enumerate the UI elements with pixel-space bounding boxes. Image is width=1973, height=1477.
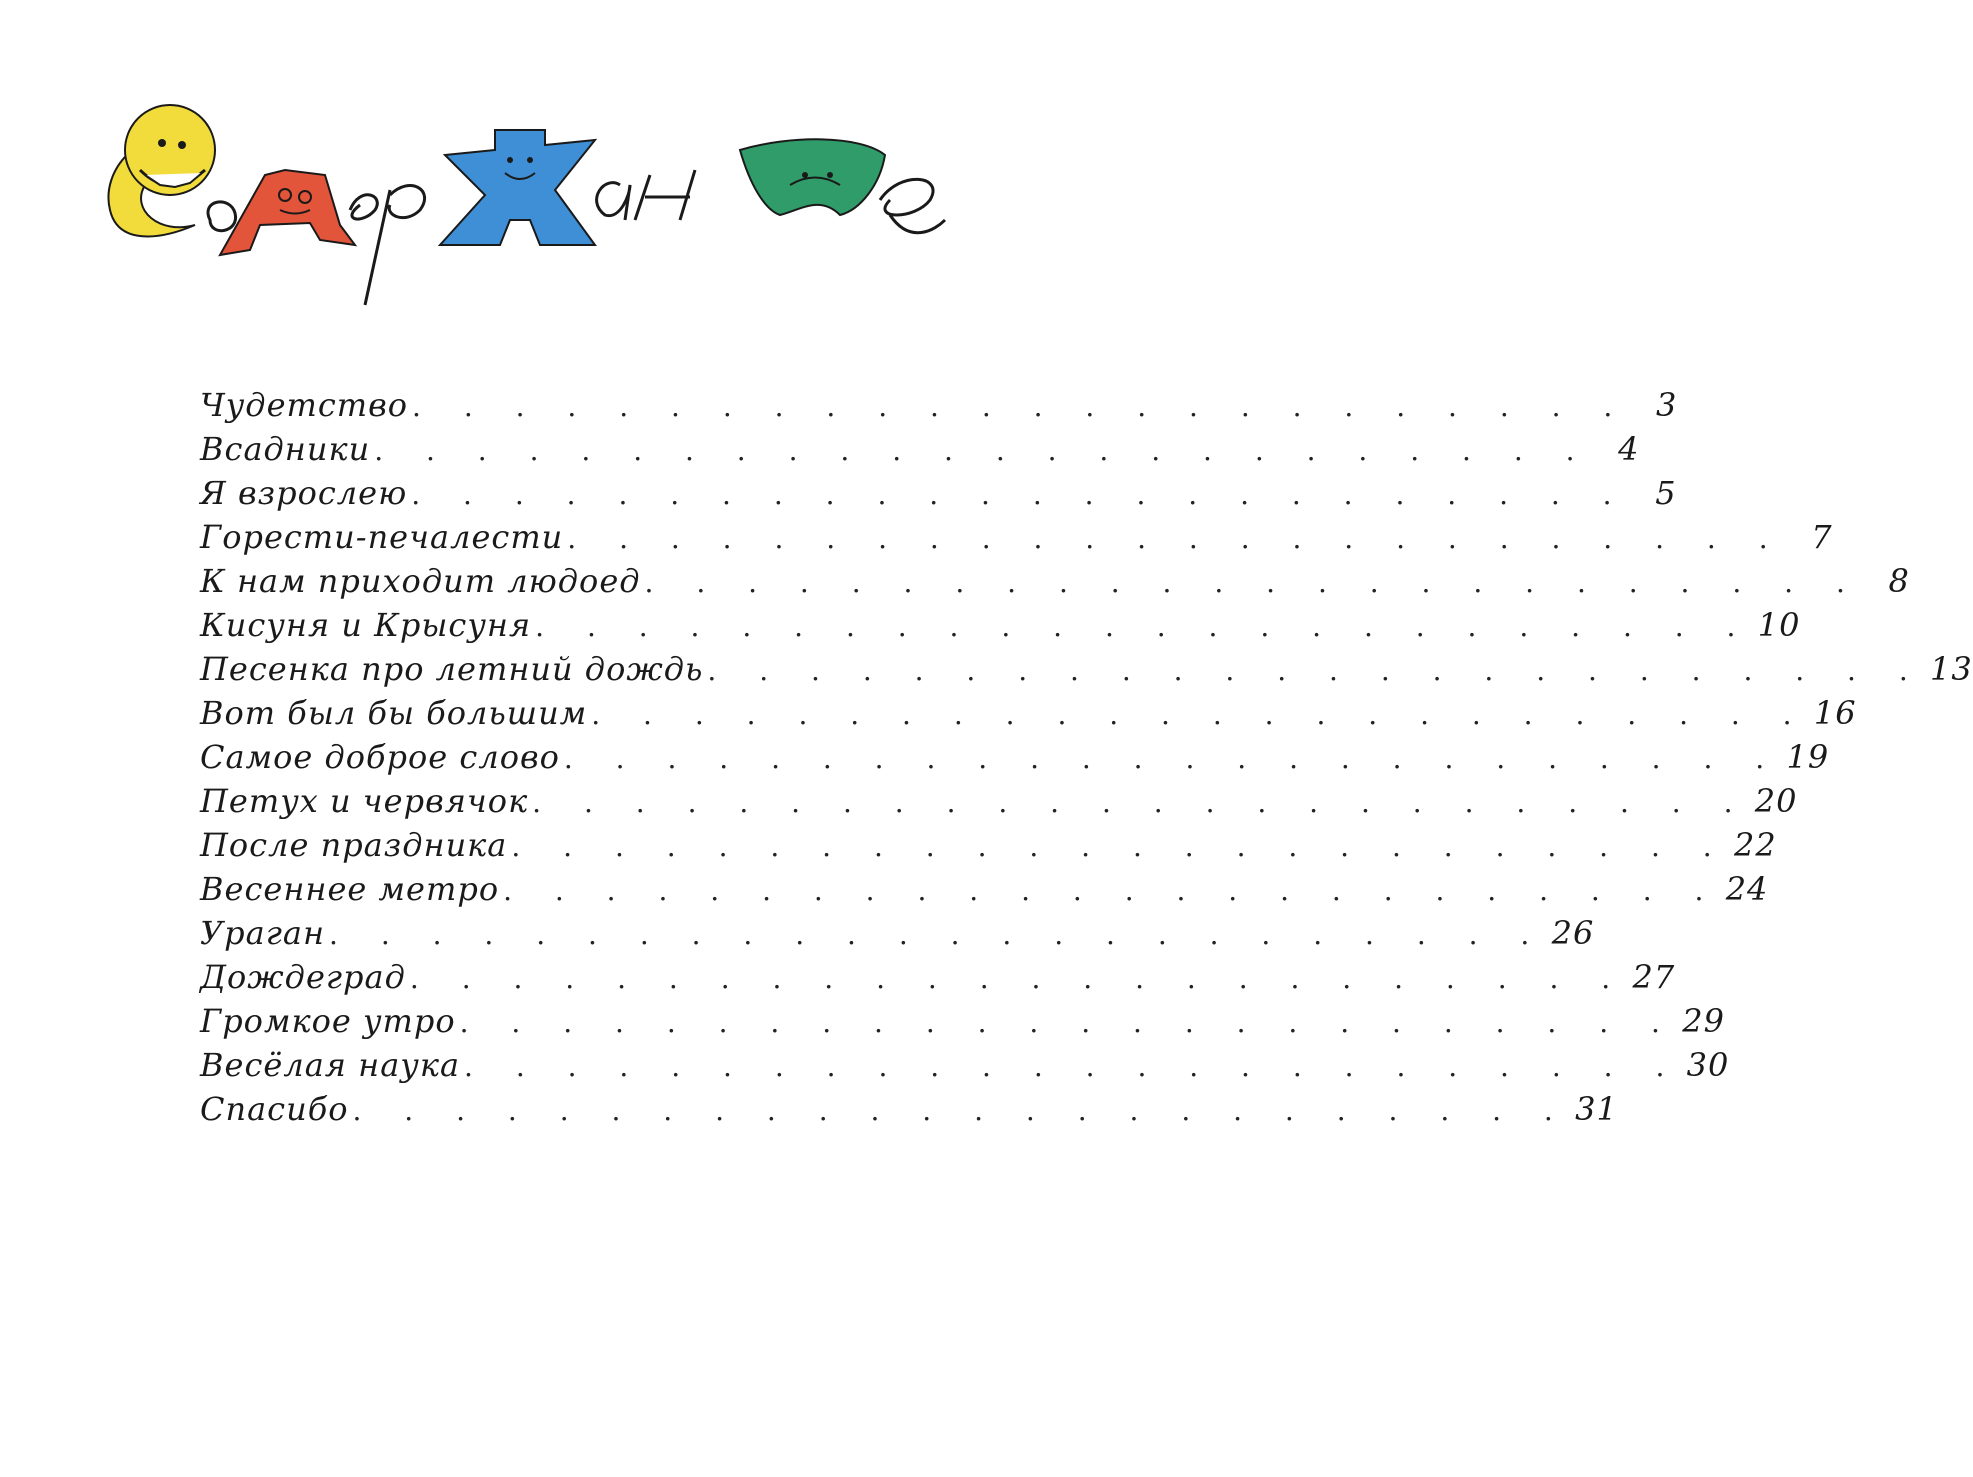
title-illustration: [100, 115, 950, 315]
toc-leader-dots: . . . . . . . . . . . . . . . . . . . . . . . .: [329, 918, 1547, 951]
letter-i-face-icon: [740, 139, 885, 215]
toc-entry: [200, 782, 1798, 826]
toc-entry: [200, 606, 1801, 650]
toc-entry-page: 22: [1729, 826, 1777, 864]
toc-entry-title: Спасибо: [200, 1090, 353, 1128]
toc-entry-title: Громкое утро: [200, 1002, 460, 1040]
toc-entry: [200, 826, 1777, 870]
toc-leader-dots: . . . . . . . . . . . . . . . . . . . . . . . .: [464, 1050, 1682, 1083]
toc-entry-page: 4: [1592, 430, 1640, 468]
toc-leader-dots: . . . . . . . . . . . . . . . . . . . . . . . .: [352, 1094, 1570, 1127]
toc-entry-title: Чудетство: [200, 386, 412, 424]
toc-entry-page: 20: [1750, 782, 1798, 820]
toc-entry-title: Весеннее метро: [200, 870, 503, 908]
toc-entry-page: 26: [1546, 914, 1594, 952]
toc-entry-title: Всадники: [200, 430, 374, 468]
toc-entry-title: Песенка про летний дождь: [200, 650, 707, 688]
table-of-contents: [200, 386, 1973, 1134]
toc-entry-title: Горести-печалести: [200, 518, 567, 556]
toc-entry-page: 30: [1681, 1046, 1729, 1084]
letter-s-face-icon: [108, 105, 215, 236]
letter-zh-face-icon: [440, 130, 595, 245]
toc-entry-page: 24: [1720, 870, 1768, 908]
toc-entry-title: Самое доброе слово: [200, 738, 564, 776]
toc-entry-title: К нам приходит людоед: [200, 562, 645, 600]
toc-entry-page: 16: [1809, 694, 1857, 732]
toc-leader-dots: . . . . . . . . . . . . . . . . . . . . . . . .: [374, 434, 1592, 467]
toc-entry: [200, 650, 1973, 694]
toc-entry: [200, 1046, 1730, 1090]
toc-entry-page: 29: [1677, 1002, 1725, 1040]
letter-d-face-icon: [220, 170, 355, 255]
toc-entry: [200, 738, 1830, 782]
toc-leader-dots: . . . . . . . . . . . . . . . . . . . . . . . .: [532, 786, 1750, 819]
toc-entry: [200, 694, 1857, 738]
toc-leader-dots: . . . . . . . . . . . . . . . . . . . . . . . .: [591, 698, 1809, 731]
toc-entry: [200, 474, 1677, 518]
toc-entry-title: Ураган: [200, 914, 329, 952]
toc-entry: [200, 386, 1678, 430]
toc-entry: [200, 870, 1769, 914]
toc-entry: [200, 430, 1640, 474]
toc-entry-title: Вот был бы большим: [200, 694, 591, 732]
toc-entry-page: 10: [1752, 606, 1800, 644]
toc-entry-title: Петух и червячок: [200, 782, 532, 820]
toc-leader-dots: . . . . . . . . . . . . . . . . . . . . . . . .: [567, 522, 1785, 555]
toc-entry: [200, 1090, 1618, 1134]
toc-leader-dots: . . . . . . . . . . . . . . . . . . . . . . . .: [535, 610, 1753, 643]
toc-leader-dots: . . . . . . . . . . . . . . . . . . . . . . . .: [707, 654, 1925, 687]
toc-entry-page: 27: [1627, 958, 1675, 996]
toc-entry-page: 5: [1629, 474, 1677, 512]
toc-entry: [200, 914, 1595, 958]
toc-entry-title: Дождеград: [200, 958, 410, 996]
toc-entry-page: 31: [1570, 1090, 1618, 1128]
toc-entry-title: Я взрослею: [200, 474, 411, 512]
toc-entry: [200, 958, 1676, 1002]
toc-leader-dots: . . . . . . . . . . . . . . . . . . . . . . . .: [511, 830, 1729, 863]
toc-entry-page: 3: [1629, 386, 1677, 424]
toc-entry-title: Кисуня и Крысуня: [200, 606, 535, 644]
toc-entry-page: 7: [1785, 518, 1833, 556]
toc-entry: [200, 518, 1833, 562]
toc-leader-dots: . . . . . . . . . . . . . . . . . . . . . . . .: [409, 962, 1628, 995]
toc-leader-dots: . . . . . . . . . . . . . . . . . . . . . . . .: [563, 742, 1782, 775]
toc-leader-dots: . . . . . . . . . . . . . . . . . . . . . . . .: [503, 874, 1721, 907]
toc-entry: [200, 562, 1910, 606]
toc-entry: [200, 1002, 1725, 1046]
toc-leader-dots: . . . . . . . . . . . . . . . . . . . . . . . .: [459, 1006, 1677, 1039]
toc-leader-dots: . . . . . . . . . . . . . . . . . . . . . . . .: [411, 478, 1629, 511]
toc-entry-page: 13: [1925, 650, 1973, 688]
toc-entry-page: 19: [1781, 738, 1829, 776]
toc-entry-title: После праздника: [200, 826, 511, 864]
toc-leader-dots: . . . . . . . . . . . . . . . . . . . . . . . .: [644, 566, 1862, 599]
toc-leader-dots: . . . . . . . . . . . . . . . . . . . . . . . .: [412, 390, 1630, 423]
toc-entry-page: 8: [1862, 562, 1910, 600]
toc-entry-title: Весёлая наука: [200, 1046, 464, 1084]
